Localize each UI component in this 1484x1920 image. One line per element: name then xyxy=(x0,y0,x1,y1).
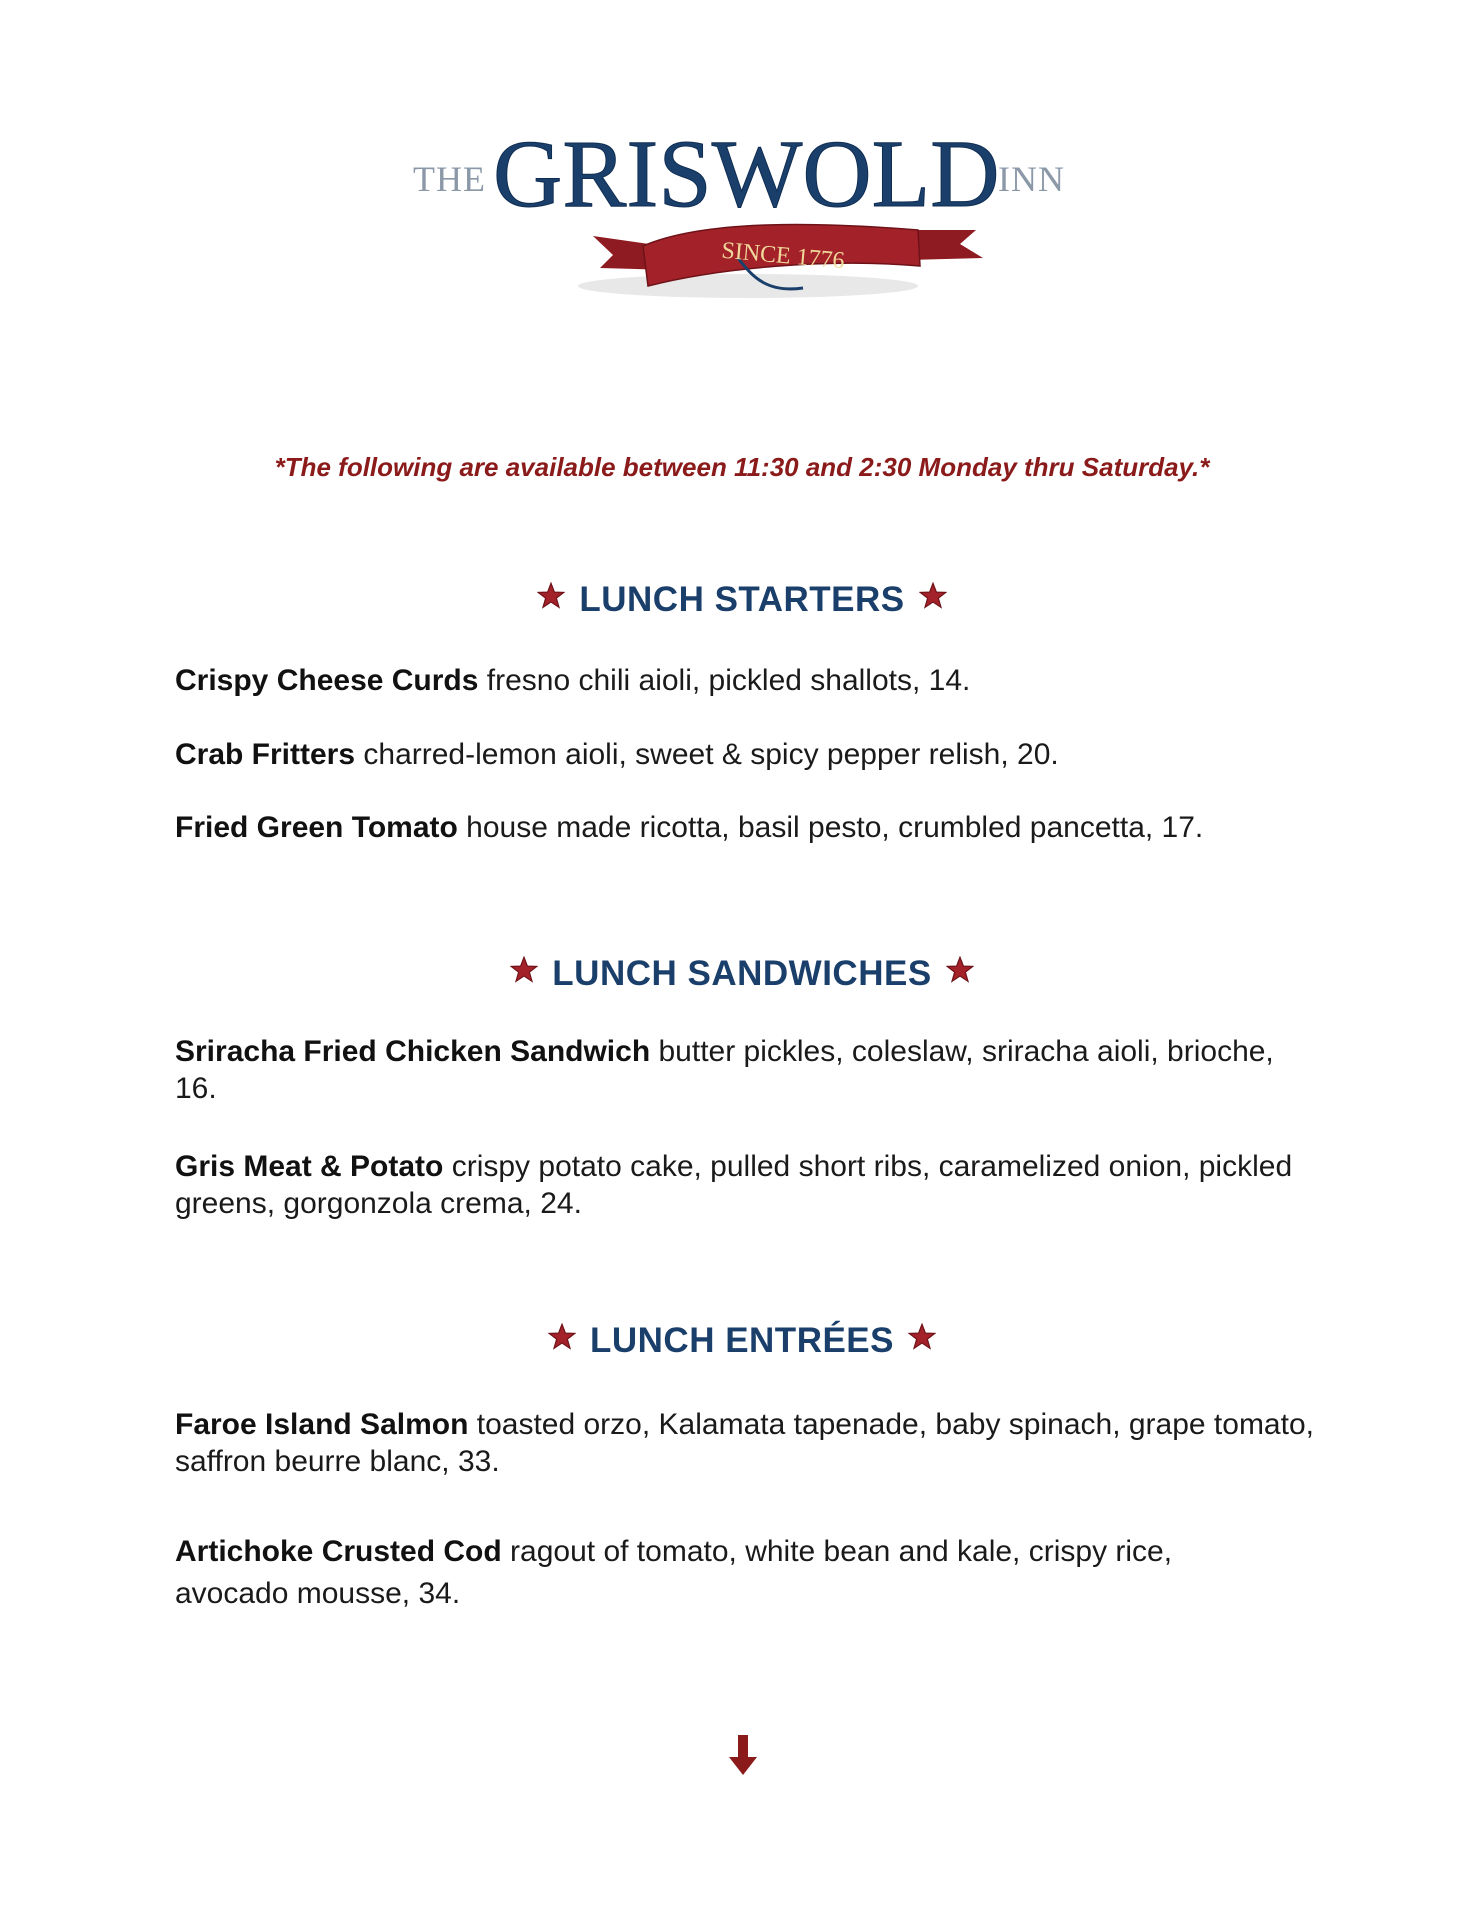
menu-item-name: Crab Fritters xyxy=(175,738,356,771)
menu-item-name: Gris Meat & Potato xyxy=(175,1150,444,1183)
menu-item xyxy=(175,1406,1315,1480)
section-title-lunch-sandwiches xyxy=(0,954,1484,996)
griswold-inn-logo xyxy=(408,118,1088,308)
section-title-text: LUNCH SANDWICHES xyxy=(552,954,932,993)
star-icon xyxy=(908,1320,936,1360)
menu-item-desc: crispy potato cake, pulled short ribs, caramelized onion, pickled greens, gorgonzola crema, 24. xyxy=(175,1150,1293,1220)
menu-item xyxy=(175,809,1315,846)
menu-item-name: Fried Green Tomato xyxy=(175,811,458,844)
availability-notice: *The following are available between 11:30 and 2:30 Monday thru Saturday.* xyxy=(274,452,1210,482)
menu-item-desc: toasted orzo, Kalamata tapenade, baby spinach, grape tomato, saffron beurre blanc, 33. xyxy=(175,1408,1314,1478)
section-title-text: LUNCH ENTRÉES xyxy=(589,1321,895,1360)
menu-item-desc: ragout of tomato, white bean and kale, crispy rice, avocado mousse, 34. xyxy=(175,1535,1173,1610)
logo-the-text: THE xyxy=(413,159,486,199)
logo-since-text: SINCE 1776 xyxy=(720,237,846,275)
menu-item-name: Sriracha Fried Chicken Sandwich xyxy=(175,1035,651,1068)
menu-item xyxy=(175,662,1315,699)
menu-item-desc: charred-lemon aioli, sweet & spicy pepper relish, 20. xyxy=(355,738,1059,771)
arrow-down-icon xyxy=(729,1735,757,1777)
section-title-lunch-starters xyxy=(0,580,1484,622)
menu-item-name: Crispy Cheese Curds xyxy=(175,664,479,697)
star-icon xyxy=(537,579,565,619)
star-icon xyxy=(919,579,947,619)
menu-item xyxy=(175,1033,1275,1107)
star-icon xyxy=(946,953,974,993)
menu-item-desc: butter pickles, coleslaw, sriracha aioli, brioche, 16. xyxy=(175,1035,1274,1105)
menu-item-name: Artichoke Crusted Cod xyxy=(175,1535,502,1568)
menu-item-desc: fresno chili aioli, pickled shallots, 14. xyxy=(478,664,971,697)
menu-item xyxy=(175,1531,1215,1615)
menu-item-name: Faroe Island Salmon xyxy=(175,1408,469,1441)
star-icon xyxy=(510,953,538,993)
menu-item xyxy=(175,1148,1315,1222)
menu-item-desc: house made ricotta, basil pesto, crumbled pancetta, 17. xyxy=(457,811,1204,844)
star-icon xyxy=(548,1320,576,1360)
logo-inn-text: INN xyxy=(998,159,1065,199)
section-title-lunch-entrees xyxy=(0,1321,1484,1363)
logo-name-text: GRISWOLD xyxy=(493,120,1000,227)
menu-item xyxy=(175,736,1315,773)
section-title-text: LUNCH STARTERS xyxy=(579,580,905,619)
